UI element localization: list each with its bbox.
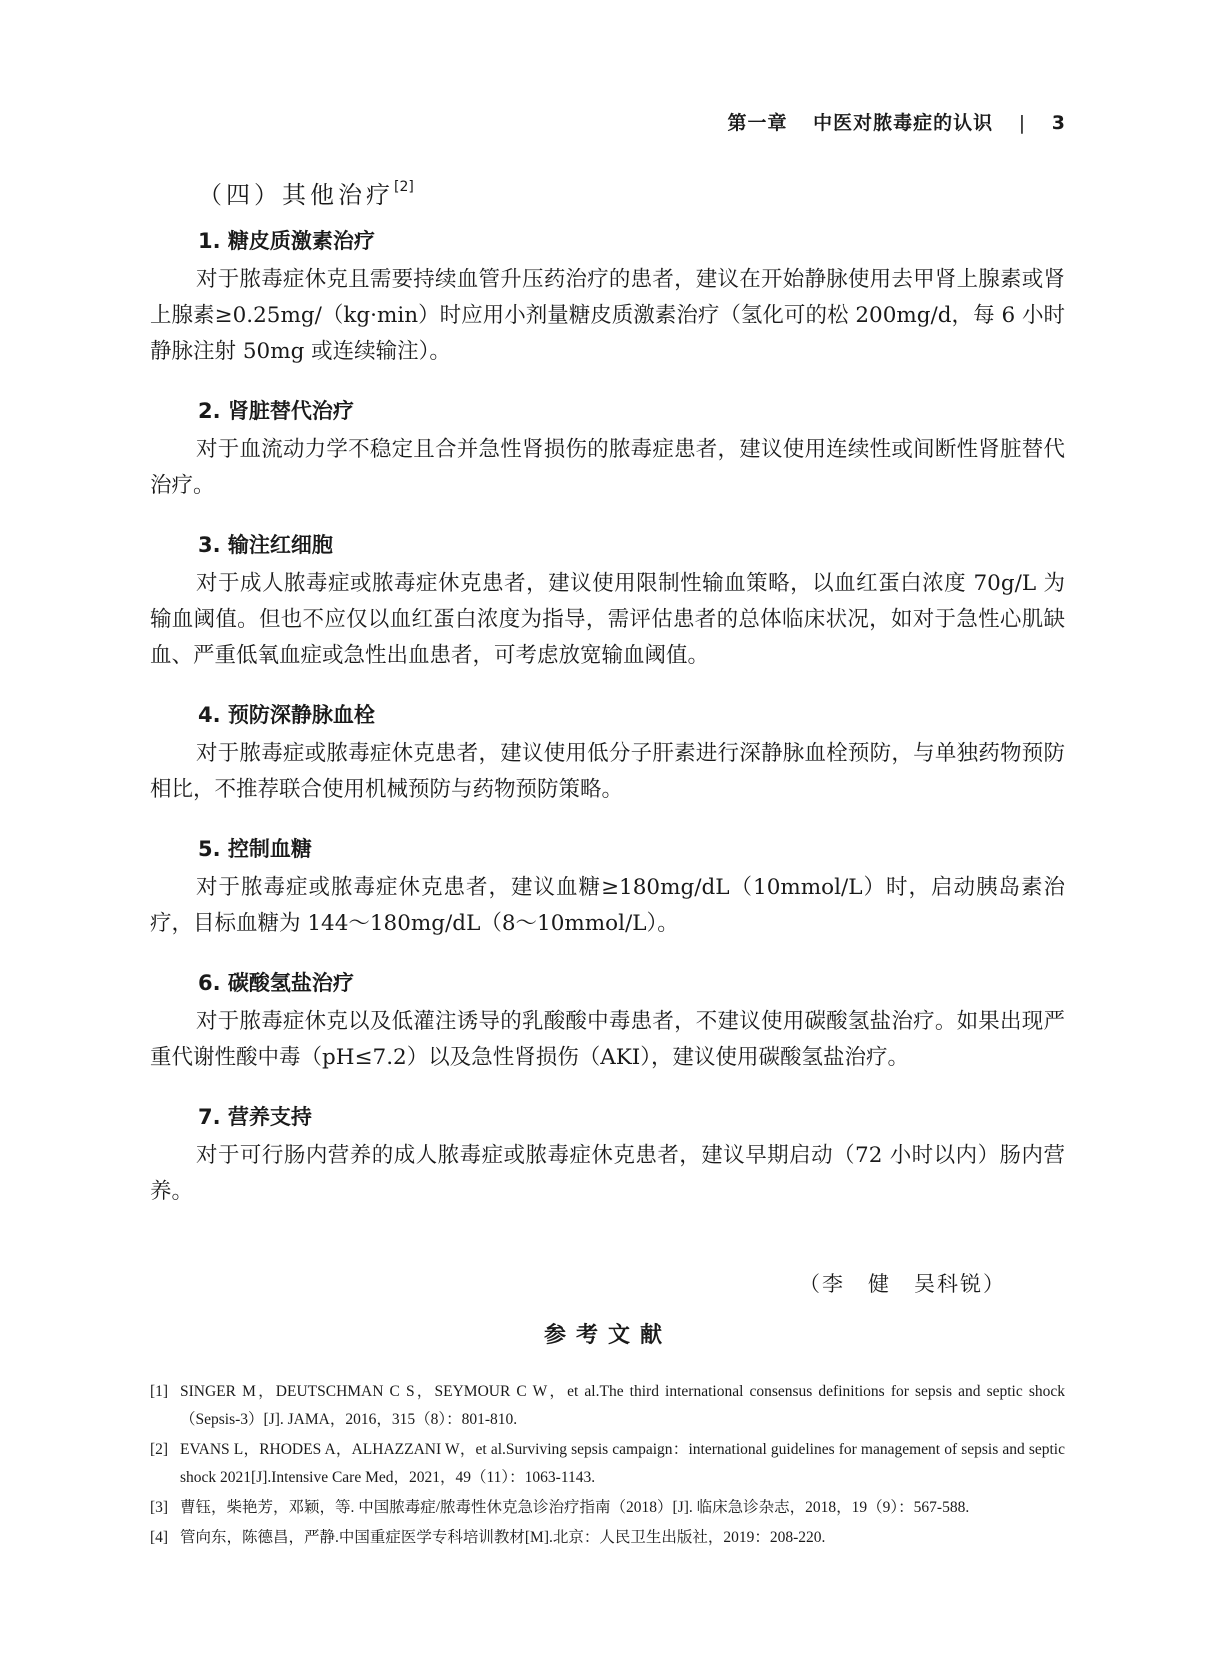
- reference-item: [150, 1436, 1065, 1492]
- item-title-6: 6. 碳酸氢盐治疗: [198, 971, 354, 995]
- item-title-5: 5. 控制血糖: [198, 837, 312, 861]
- reference-item: [150, 1378, 1065, 1434]
- header-separator: |: [1018, 112, 1027, 134]
- chapter-title: 中医对脓毒症的认识: [813, 112, 994, 134]
- section-title: [198, 170, 1065, 209]
- item-paragraph-4: 对于脓毒症或脓毒症休克患者，建议使用低分子肝素进行深静脉血栓预防，与单独药物预防相比，不推荐联合使用机械预防与药物预防策略。: [150, 741, 1065, 802]
- item-paragraph-1: 对于脓毒症休克且需要持续血管升压药治疗的患者，建议在开始静脉使用去甲肾上腺素或肾上腺素≥0.25mg/（kg·min）时应用小剂量糖皮质激素治疗（氢化可的松 200mg/d，每 6 小时静脉注射 50mg 或连续输注）。: [150, 267, 1065, 364]
- item-title-4: 4. 预防深静脉血栓: [198, 703, 375, 727]
- item-title-3: 3. 输注红细胞: [198, 533, 333, 557]
- section-citation: [2]: [394, 179, 414, 195]
- running-header: [727, 108, 1066, 135]
- item-title-7: 7. 营养支持: [198, 1105, 312, 1129]
- reference-text: EVANS L，RHODES A，ALHAZZANI W，et al.Surviving sepsis campaign：international guidelines for management of sepsis and septic shock 2021[J].Intensive Care Med，2021，49（11）：1063-1143.: [180, 1441, 1065, 1486]
- section-title-text: （四）其他治疗: [198, 181, 394, 209]
- page-number: 3: [1051, 112, 1066, 134]
- item-paragraph-6: 对于脓毒症休克以及低灌注诱导的乳酸酸中毒患者，不建议使用碳酸氢盐治疗。如果出现严重代谢性酸中毒（pH≤7.2）以及急性肾损伤（AKI），建议使用碳酸氢盐治疗。: [150, 1009, 1065, 1070]
- reference-text: SINGER M，DEUTSCHMAN C S，SEYMOUR C W，et al.The third international consensus definitions for sepsis and septic shock（Sepsis-3）[J]. JAMA，2016，315（8）：801-810.: [180, 1383, 1065, 1428]
- reference-item: [150, 1524, 1065, 1552]
- reference-number: [1]: [150, 1383, 169, 1400]
- reference-number: [4]: [150, 1529, 169, 1546]
- references-heading: 参考文献: [543, 1323, 672, 1348]
- item-title-1: 1. 糖皮质激素治疗: [198, 229, 375, 253]
- reference-item: [150, 1494, 1065, 1522]
- chapter-label: 第一章: [727, 112, 788, 134]
- item-paragraph-2: 对于血流动力学不稳定且合并急性肾损伤的脓毒症患者，建议使用连续性或间断性肾脏替代治疗。: [150, 437, 1065, 498]
- references-list: [150, 1378, 1065, 1554]
- authors-line: （李 健 吴科锐）: [799, 1272, 1006, 1296]
- item-title-2: 2. 肾脏替代治疗: [198, 399, 354, 423]
- reference-text: 曹钰，柴艳芳，邓颖，等. 中国脓毒症/脓毒性休克急诊治疗指南（2018）[J]. 临床急诊杂志，2018，19（9）：567-588.: [180, 1499, 970, 1516]
- item-paragraph-3: 对于成人脓毒症或脓毒症休克患者，建议使用限制性输血策略，以血红蛋白浓度 70g/L 为输血阈值。但也不应仅以血红蛋白浓度为指导，需评估患者的总体临床状况，如对于急性心肌缺血、严重低氧血症或急性出血患者，可考虑放宽输血阈值。: [150, 571, 1065, 668]
- item-paragraph-7: 对于可行肠内营养的成人脓毒症或脓毒症休克患者，建议早期启动（72 小时以内）肠内营养。: [150, 1143, 1065, 1204]
- reference-number: [3]: [150, 1499, 169, 1516]
- reference-number: [2]: [150, 1441, 169, 1458]
- item-paragraph-5: 对于脓毒症或脓毒症休克患者，建议血糖≥180mg/dL（10mmol/L）时，启动胰岛素治疗，目标血糖为 144～180mg/dL（8～10mmol/L）。: [150, 875, 1065, 936]
- main-content: [150, 170, 1065, 1230]
- reference-text: 管向东，陈德昌，严静.中国重症医学专科培训教材[M].北京：人民卫生出版社，2019：208-220.: [180, 1529, 826, 1546]
